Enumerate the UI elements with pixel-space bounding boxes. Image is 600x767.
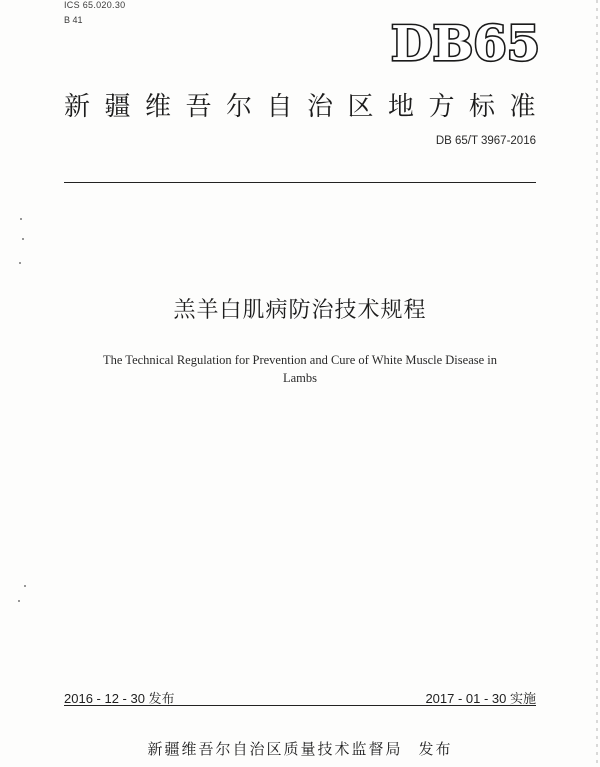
standard-category-title: 新疆维吾尔自治区地方标准 [64,92,551,122]
implementation-date: 2017 - 01 - 30 实施 [425,691,536,706]
db65-logo-text: DB65 [391,16,540,68]
document-title-cn: 羔羊白肌病防治技术规程 [173,298,427,323]
document-title-en [60,351,540,387]
document-title-en-line1: The Technical Regulation for Prevention and Cure of White Muscle Disease in [102,353,498,367]
top-divider [64,182,536,183]
ccs-code: B 41 [64,15,83,25]
ics-code: ICS 65.020.30 [64,0,126,10]
issuer-name: 新疆维吾尔自治区质量技术监督局 [147,740,403,758]
issuer-action: 发布 [418,740,453,758]
scan-edge-noise [594,0,600,767]
issuer-line [0,738,600,759]
release-date: 2016 - 12 - 30 发布 [64,691,175,706]
bottom-divider [64,705,536,706]
db65-logo [372,14,542,68]
standard-number: DB 65/T 3967-2016 [435,135,536,147]
document-title-en-line2: Lambs [282,371,318,385]
